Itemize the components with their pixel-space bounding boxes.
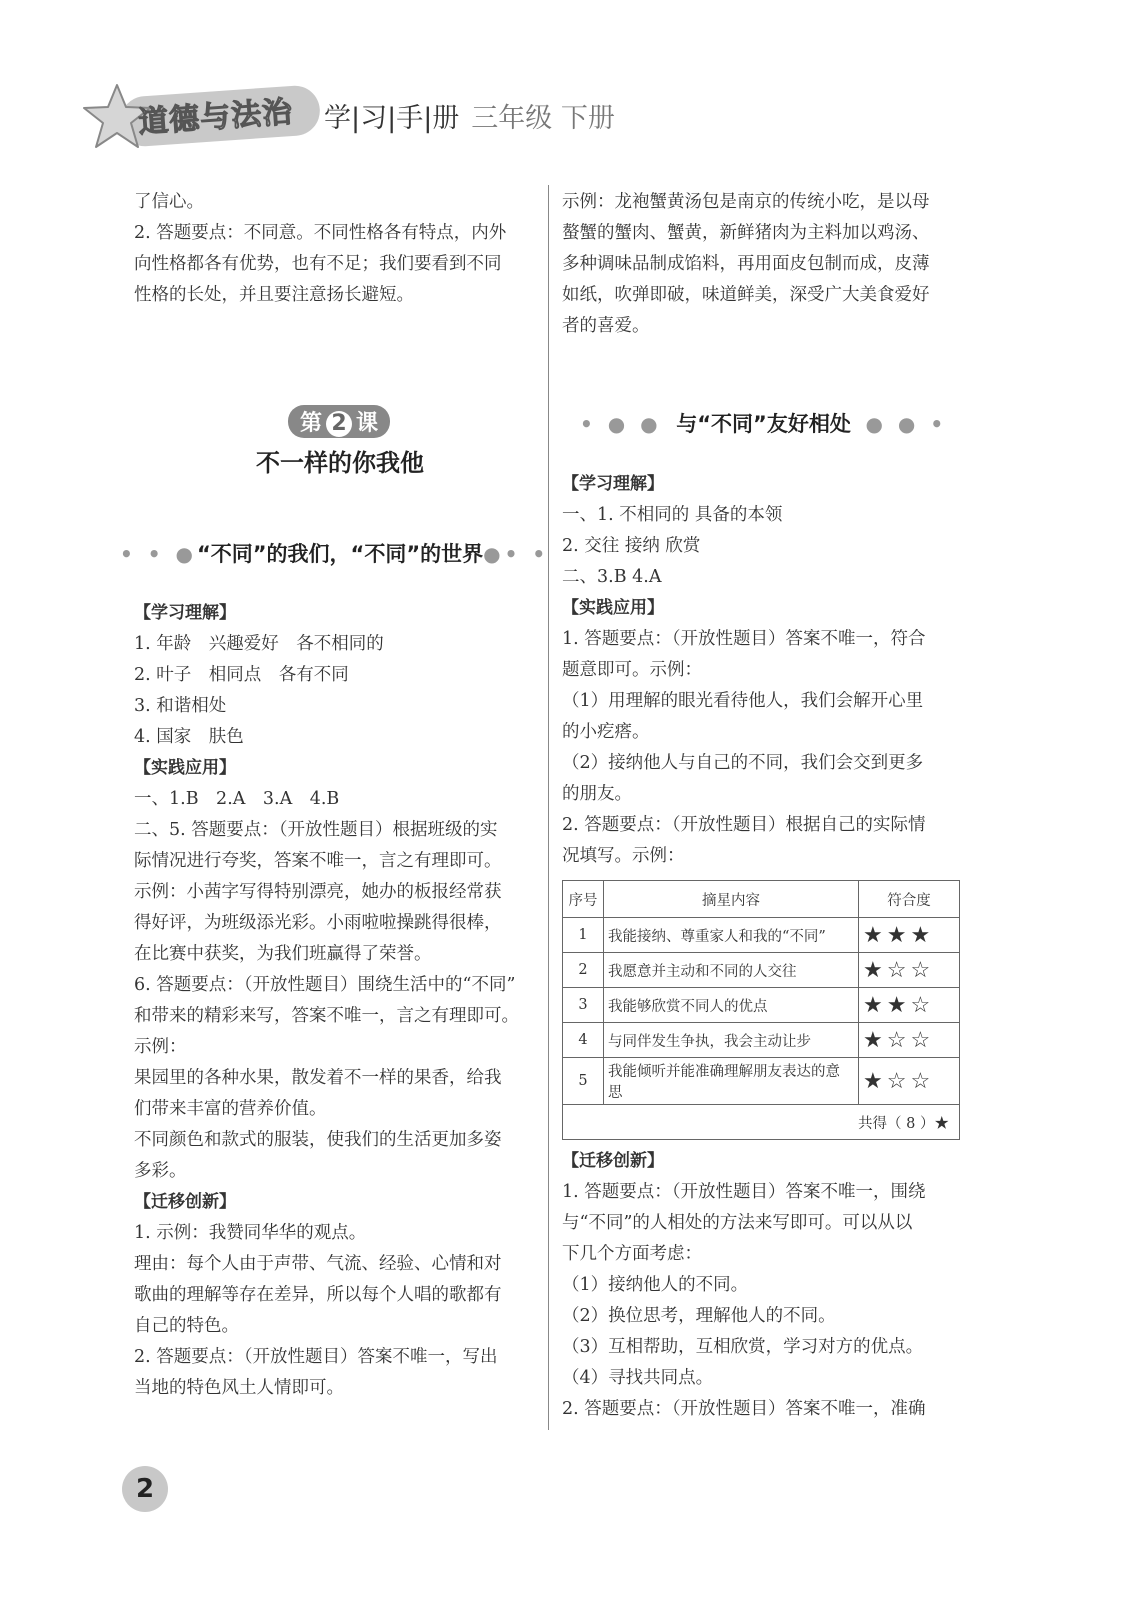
text-line: 二、3.B 4.A — [562, 567, 662, 587]
dots-decoration: ●• • — [483, 542, 550, 566]
section-heading: 【迁移创新】 — [134, 1192, 236, 1212]
text-line: 的小疙瘩。 — [562, 722, 650, 742]
subject-title: 道德与法治 — [137, 94, 295, 141]
row-content: 我能够欣赏不同人的优点 — [604, 988, 859, 1023]
section-heading: 【迁移创新】 — [562, 1151, 664, 1171]
text-line: 2. 答题要点：（开放性题目）根据自己的实际情 — [562, 815, 926, 835]
text-line: （1）用理解的眼光看待他人，我们会解开心里 — [562, 691, 924, 711]
section-heading: 【实践应用】 — [562, 598, 664, 618]
text-line: （2）接纳他人与自己的不同，我们会交到更多 — [562, 753, 924, 773]
lesson-badge — [288, 405, 398, 439]
text-line: 多种调味品制成馅料，再用面皮包制而成，皮薄 — [562, 254, 930, 274]
row-number: 2 — [563, 953, 604, 988]
section-heading: 【学习理解】 — [134, 603, 236, 623]
text-line: 1. 示例：我赞同华华的观点。 — [134, 1223, 367, 1243]
right-body-text — [562, 469, 967, 872]
row-rating: ★☆☆ — [859, 1023, 960, 1058]
right-section-title-text: 与“不同”友好相处 — [676, 412, 851, 436]
lesson-badge-prefix: 第 — [300, 411, 323, 436]
text-line: 下几个方面考虑： — [562, 1244, 702, 1264]
text-line: 不同颜色和款式的服装，使我们的生活更加多姿 — [134, 1130, 502, 1150]
row-number: 3 — [563, 988, 604, 1023]
row-rating: ★★★ — [859, 918, 960, 953]
table-row — [563, 918, 960, 953]
text-line: 示例：龙袍蟹黄汤包是南京的传统小吃，是以母 — [562, 192, 930, 212]
right-section-title — [580, 408, 947, 438]
column-divider — [548, 185, 549, 1430]
left-body-text — [134, 598, 544, 1404]
section-heading: 【实践应用】 — [134, 758, 236, 778]
text-line: 一、1. 不相同的 具备的本领 — [562, 505, 783, 525]
page-number: 2 — [122, 1466, 168, 1512]
text-line: 2. 答题要点：（开放性题目）答案不唯一，写出 — [134, 1347, 498, 1367]
text-line: 了信心。 — [134, 192, 204, 212]
text-line: （2）换位思考，理解他人的不同。 — [562, 1306, 836, 1326]
row-content: 我愿意并主动和不同的人交往 — [604, 953, 859, 988]
table-total-row — [563, 1105, 960, 1140]
text-line: 一、1.B 2.A 3.A 4.B — [134, 789, 340, 809]
text-line: 多彩。 — [134, 1161, 187, 1181]
text-line: 在比赛中获奖，为我们班赢得了荣誉。 — [134, 944, 432, 964]
row-content: 我能接纳、尊重家人和我的“不同” — [604, 918, 859, 953]
row-content: 与同伴发生争执，我会主动让步 — [604, 1023, 859, 1058]
dots-decoration: • ● ● — [580, 412, 662, 436]
row-number: 5 — [563, 1058, 604, 1105]
grade-label: 三年级 下册 — [471, 103, 615, 134]
row-content: 我能倾听并能准确理解朋友表达的意思 — [604, 1058, 859, 1105]
left-top-text — [134, 187, 539, 311]
text-line: 1. 答题要点：（开放性题目）答案不唯一，围绕 — [562, 1182, 926, 1202]
text-line: 1. 年龄 兴趣爱好 各不相同的 — [134, 634, 384, 654]
text-line: 6. 答题要点：（开放性题目）围绕生活中的“不同” — [134, 975, 516, 995]
row-number: 1 — [563, 918, 604, 953]
dots-decoration: ● ● • — [865, 412, 948, 436]
text-line: 4. 国家 肤色 — [134, 727, 244, 747]
table-header-content: 摘星内容 — [604, 881, 859, 918]
left-section-title-text: “不同”的我们，“不同”的世界 — [196, 542, 484, 566]
table-row — [563, 1023, 960, 1058]
text-line: 向性格都各有优势，也有不足；我们要看到不同 — [134, 254, 502, 274]
text-line: 示例： — [134, 1037, 187, 1057]
text-line: 际情况进行夸奖，答案不唯一，言之有理即可。 — [134, 851, 502, 871]
text-line: 如纸，吹弹即破，味道鲜美，深受广大美食爱好 — [562, 285, 930, 305]
table-row — [563, 1058, 960, 1105]
text-line: 2. 交往 接纳 欣赏 — [562, 536, 701, 556]
table-row — [563, 953, 960, 988]
text-line: 的朋友。 — [562, 784, 632, 804]
section-heading: 【学习理解】 — [562, 474, 664, 494]
text-line: （1）接纳他人的不同。 — [562, 1275, 749, 1295]
table-header-no: 序号 — [563, 881, 604, 918]
text-line: 3. 和谐相处 — [134, 696, 227, 716]
page-header — [82, 82, 642, 152]
table-row — [563, 988, 960, 1023]
text-line: 2. 叶子 相同点 各有不同 — [134, 665, 349, 685]
text-line: 二、5. 答题要点：（开放性题目）根据班级的实 — [134, 820, 498, 840]
text-line: 和带来的精彩来写，答案不唯一，言之有理即可。 — [134, 1006, 519, 1026]
text-line: 自己的特色。 — [134, 1316, 239, 1336]
text-line: 1. 答题要点：（开放性题目）答案不唯一，符合 — [562, 629, 926, 649]
text-line: 况填写。示例： — [562, 846, 685, 866]
dots-decoration: • • ● — [120, 542, 197, 566]
text-line: （3）互相帮助，互相欣赏，学习对方的优点。 — [562, 1337, 924, 1357]
left-section-title — [120, 538, 549, 568]
lesson-number: 2 — [326, 411, 352, 437]
text-line: 者的喜爱。 — [562, 316, 650, 336]
row-number: 4 — [563, 1023, 604, 1058]
row-rating: ★☆☆ — [859, 953, 960, 988]
text-line: 果园里的各种水果，散发着不一样的果香，给我 — [134, 1068, 502, 1088]
text-line: 得好评，为班级添光彩。小雨啦啦操跳得很棒， — [134, 913, 502, 933]
text-line: 歌曲的理解等存在差异，所以每个人唱的歌都有 — [134, 1285, 502, 1305]
row-rating: ★☆☆ — [859, 1058, 960, 1105]
text-line: 示例：小茜字写得特别漂亮，她办的板报经常获 — [134, 882, 502, 902]
star-table — [562, 880, 960, 1140]
handbook-title: 学|习|手|册 — [324, 103, 460, 134]
table-header-rating: 符合度 — [859, 881, 960, 918]
text-line: 题意即可。示例： — [562, 660, 702, 680]
text-line: 性格的长处，并且要注意扬长避短。 — [134, 285, 414, 305]
text-line: 们带来丰富的营养价值。 — [134, 1099, 327, 1119]
table-header-row — [563, 881, 960, 918]
lesson-badge-suffix: 课 — [356, 411, 379, 436]
row-rating: ★★☆ — [859, 988, 960, 1023]
table-total: 共得（ 8 ）★ — [563, 1105, 960, 1140]
text-line: 当地的特色风土人情即可。 — [134, 1378, 344, 1398]
book-title — [324, 96, 615, 135]
text-line: 螯蟹的蟹肉、蟹黄，新鲜猪肉为主料加以鸡汤、 — [562, 223, 930, 243]
text-line: 与“不同”的人相处的方法来写即可。可以从以 — [562, 1213, 913, 1233]
text-line: 2. 答题要点：不同意。不同性格各有特点，内外 — [134, 223, 507, 243]
text-line: 理由：每个人由于声带、气流、经验、心情和对 — [134, 1254, 502, 1274]
right-body-text-2 — [562, 1146, 967, 1425]
text-line: （4）寻找共同点。 — [562, 1368, 714, 1388]
text-line: 2. 答题要点：（开放性题目）答案不唯一，准确 — [562, 1399, 926, 1419]
lesson-title: 不一样的你我他 — [256, 449, 424, 477]
right-top-text — [562, 187, 962, 342]
